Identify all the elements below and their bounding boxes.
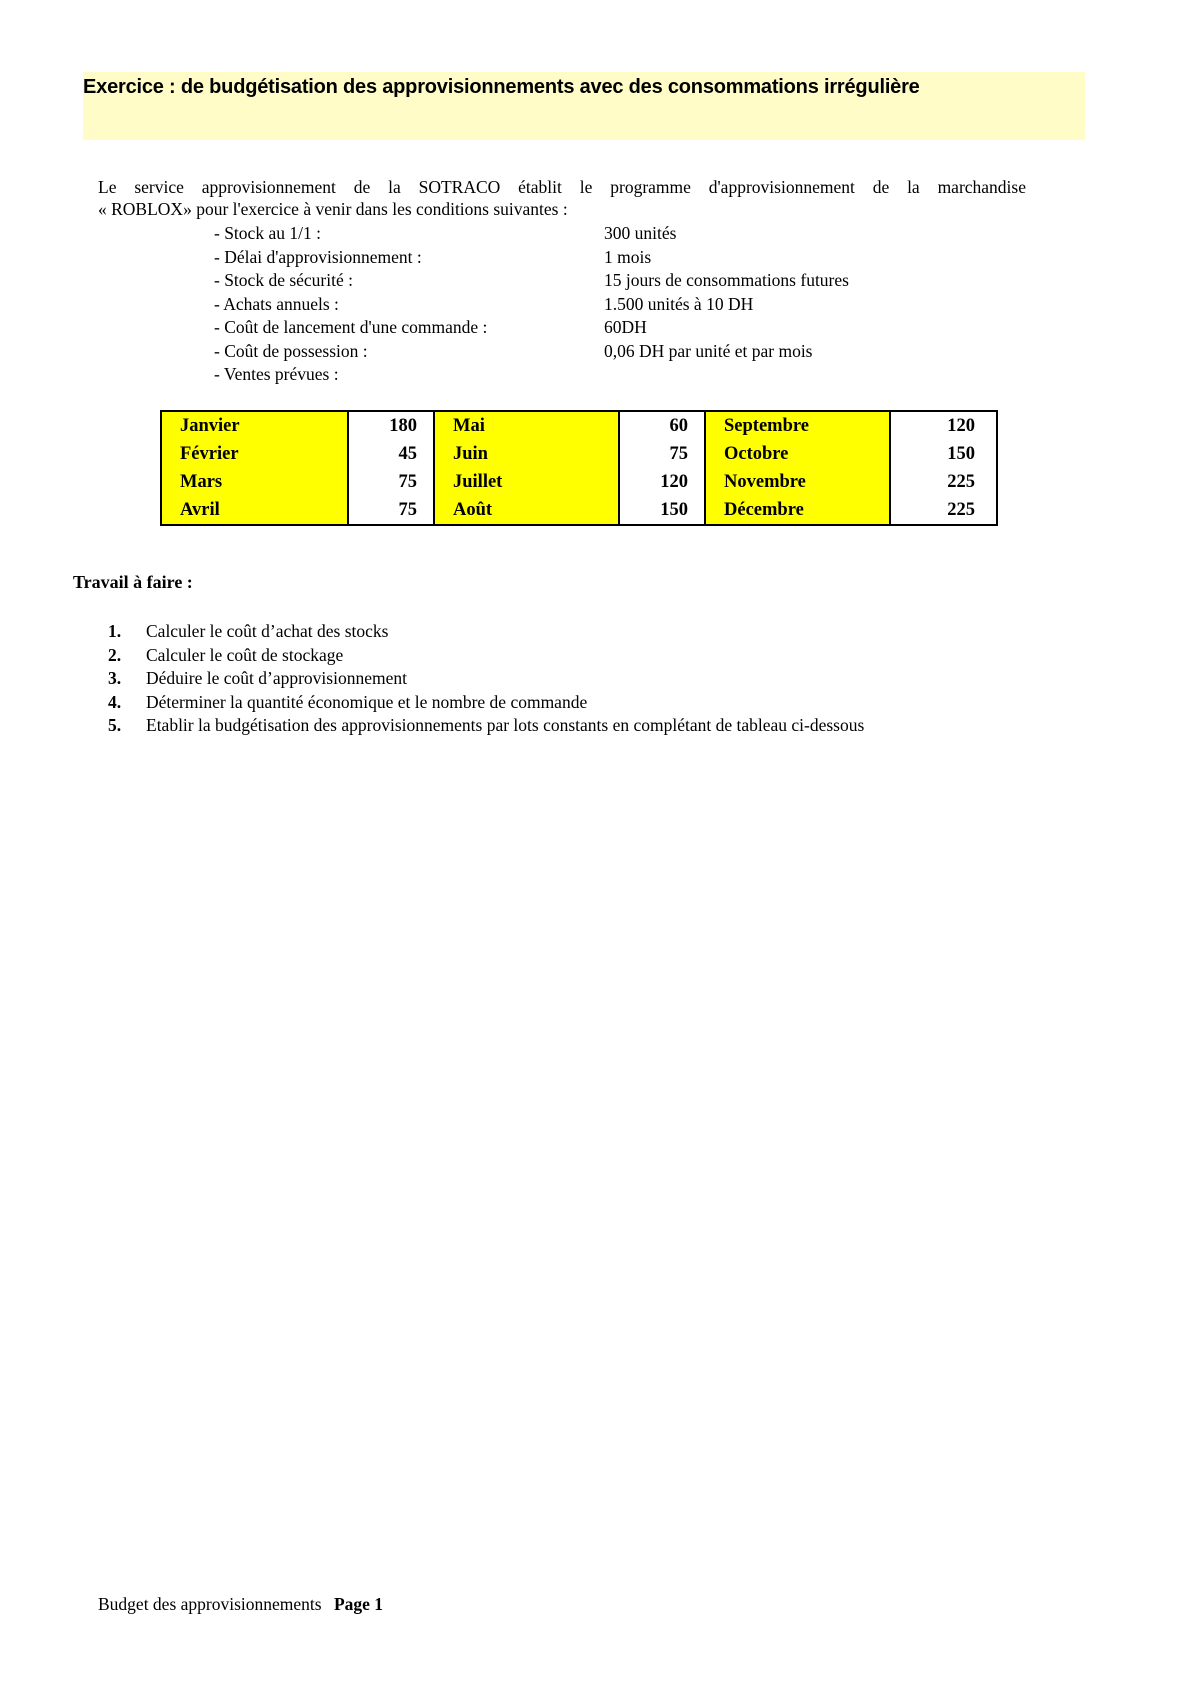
condition-value: 1 mois bbox=[604, 246, 652, 267]
task-text: Calculer le coût d’achat des stocks bbox=[146, 621, 389, 641]
value-cell: 225 bbox=[947, 472, 975, 492]
condition-label: - Délai d'approvisionnement : bbox=[214, 246, 422, 267]
task-item bbox=[108, 691, 864, 715]
value-cell: 120 bbox=[660, 472, 688, 492]
tasks-list bbox=[108, 620, 864, 738]
condition-label: - Coût de possession : bbox=[214, 340, 368, 361]
value-cell: 60 bbox=[669, 416, 688, 436]
value-cell: 45 bbox=[398, 444, 417, 464]
month-column bbox=[162, 412, 347, 524]
page-footer bbox=[98, 1594, 383, 1615]
value-cell: 180 bbox=[389, 416, 417, 436]
exercise-title: Exercice : de budgétisation des approvisionnements avec des consommations irrégulière bbox=[83, 76, 920, 98]
condition-item bbox=[214, 246, 849, 270]
sales-forecast-table bbox=[160, 410, 998, 526]
month-cell: Octobre bbox=[724, 444, 789, 464]
month-column bbox=[704, 412, 889, 524]
intro-line-1: Le service approvisionnement de la SOTRACO établit le programme d'approvisionnement de la marchandise bbox=[98, 177, 1026, 197]
value-cell: 225 bbox=[947, 500, 975, 520]
condition-label: - Coût de lancement d'une commande : bbox=[214, 317, 488, 337]
condition-label: - Ventes prévues : bbox=[214, 364, 339, 384]
condition-item bbox=[214, 340, 849, 364]
tasks-heading: Travail à faire : bbox=[73, 572, 193, 592]
task-number: 2. bbox=[108, 644, 122, 665]
condition-label: - Achats annuels : bbox=[214, 293, 339, 314]
value-column bbox=[347, 412, 433, 524]
conditions-list bbox=[214, 222, 849, 387]
task-number: 3. bbox=[108, 668, 122, 688]
month-cell: Février bbox=[180, 444, 239, 464]
intro-paragraph bbox=[98, 176, 1026, 220]
condition-value: 1.500 unités à 10 DH bbox=[604, 293, 754, 314]
month-cell: Décembre bbox=[724, 500, 804, 520]
task-item bbox=[108, 667, 864, 691]
month-cell: Juin bbox=[453, 444, 488, 464]
value-cell: 150 bbox=[947, 444, 975, 464]
task-text: Déduire le coût d’approvisionnement bbox=[146, 668, 407, 688]
value-column bbox=[889, 412, 991, 524]
value-cell: 75 bbox=[669, 444, 688, 464]
task-number: 1. bbox=[108, 621, 122, 641]
month-cell: Septembre bbox=[724, 416, 809, 436]
value-cell: 150 bbox=[660, 500, 688, 520]
condition-label: - Stock au 1/1 : bbox=[214, 223, 321, 243]
condition-item bbox=[214, 222, 849, 246]
condition-value: 300 unités bbox=[604, 223, 677, 243]
condition-value: 0,06 DH par unité et par mois bbox=[604, 340, 813, 361]
month-cell: Avril bbox=[180, 500, 220, 520]
condition-item bbox=[214, 293, 849, 317]
value-column bbox=[618, 412, 704, 524]
task-number: 5. bbox=[108, 715, 122, 735]
value-cell: 75 bbox=[398, 500, 417, 520]
condition-value: 60DH bbox=[604, 317, 647, 337]
value-cell: 75 bbox=[398, 472, 417, 492]
task-number: 4. bbox=[108, 691, 122, 712]
month-cell: Mai bbox=[453, 416, 485, 436]
task-item bbox=[108, 714, 864, 738]
page-number: Page 1 bbox=[333, 1594, 384, 1614]
month-cell: Août bbox=[453, 500, 493, 520]
month-cell: Juillet bbox=[453, 472, 503, 492]
condition-value: 15 jours de consommations futures bbox=[604, 270, 849, 290]
task-item bbox=[108, 620, 864, 644]
month-cell: Novembre bbox=[724, 472, 806, 492]
intro-line-2: « ROBLOX» pour l'exercice à venir dans les conditions suivantes : bbox=[98, 199, 568, 219]
month-cell: Janvier bbox=[180, 416, 240, 436]
month-column bbox=[433, 412, 618, 524]
condition-item bbox=[214, 363, 849, 387]
condition-item bbox=[214, 269, 849, 293]
condition-label: - Stock de sécurité : bbox=[214, 270, 353, 290]
condition-item bbox=[214, 316, 849, 340]
task-item bbox=[108, 644, 864, 668]
task-text: Déterminer la quantité économique et le nombre de commande bbox=[146, 691, 588, 712]
value-cell: 120 bbox=[947, 416, 975, 436]
task-text: Calculer le coût de stockage bbox=[146, 644, 344, 665]
month-cell: Mars bbox=[180, 472, 223, 492]
footer-text: Budget des approvisionnements bbox=[98, 1594, 322, 1614]
task-text: Etablir la budgétisation des approvisionnements par lots constants en complétant de tableau ci-dessous bbox=[146, 715, 865, 735]
